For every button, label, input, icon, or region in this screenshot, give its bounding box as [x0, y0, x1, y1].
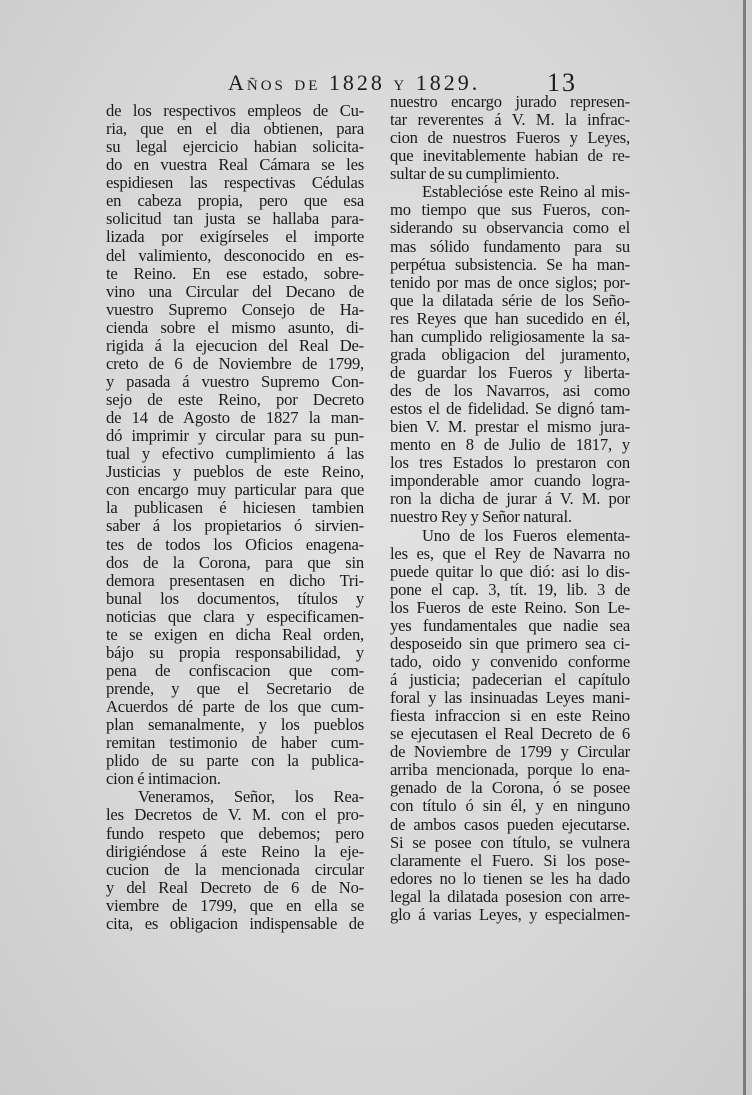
- text-line: sultar de su cumplimiento.: [390, 164, 560, 184]
- text-line: prende, y que el Secretario de: [106, 679, 364, 698]
- text-line: res Reyes que han sucedido en él,: [390, 308, 630, 328]
- text-line: tenido por mas de once siglos; por-: [390, 272, 630, 292]
- text-line: les es, que el Rey de Navarra no: [390, 543, 630, 563]
- page-edge-shadow: [743, 0, 746, 1095]
- text-line: glo á varias Leyes, y especialmen-: [390, 904, 630, 924]
- text-line: claramente el Fuero. Si los pose-: [390, 850, 630, 870]
- text-line: espidiesen las respectivas Cédulas: [106, 173, 364, 193]
- text-line: con encargo muy particular para que: [106, 480, 364, 500]
- text-line: cucion de la mencionada circular: [106, 859, 364, 879]
- text-line: nuestro encargo jurado represen-: [390, 92, 630, 111]
- text-line: cita, es obligacion indispensable de: [106, 913, 364, 933]
- text-line: tual y efectivo cumplimiento á las: [106, 444, 364, 464]
- text-line: te Reino. En ese estado, sobre-: [106, 263, 364, 283]
- text-line: Justicias y pueblos de este Reino,: [106, 462, 364, 482]
- text-line: que inevitablemente habian de re-: [390, 146, 630, 166]
- text-line: mento en 8 de Julio de 1817, y: [390, 435, 630, 455]
- text-line: saber á los propietarios ó sirvien-: [106, 516, 364, 536]
- text-line: y pasada á vuestro Supremo Con-: [106, 371, 364, 391]
- text-line: imponderable amor cuando logra-: [390, 471, 630, 491]
- text-line: cion de nuestros Fueros y Leyes,: [390, 128, 630, 148]
- text-line: legal la dilatada posesion con arre-: [390, 886, 630, 906]
- text-line: de 14 de Agosto de 1827 la man-: [106, 408, 364, 428]
- text-line: solicitud tan justa se hallaba para-: [106, 209, 364, 229]
- page-number: 13: [547, 68, 577, 97]
- text-line: edores no lo tienen se les ha dado: [390, 868, 630, 888]
- text-line: Veneramos, Señor, los Rea-: [138, 787, 364, 807]
- text-line: des de los Navarros, asi como: [390, 381, 630, 400]
- text-line: cienda sobre el mismo asunto, di-: [106, 317, 364, 337]
- text-line: de guardar los Fueros y liberta-: [390, 362, 630, 382]
- text-line: Establecióse este Reino al mis-: [422, 182, 630, 202]
- text-line: estos el de fidelidad. Se dignó tam-: [390, 399, 630, 419]
- text-line: tes de todos los Oficios enagena-: [106, 534, 364, 554]
- text-line: do en vuestra Real Cámara se les: [106, 155, 364, 175]
- text-line: bájo su propia responsabilidad, y: [106, 642, 364, 662]
- text-line: la publicasen é hiciesen tambien: [106, 498, 364, 518]
- text-line: tado, oido y convenido conforme: [390, 651, 630, 671]
- text-line: de Noviembre de 1799 y Circular: [390, 742, 630, 762]
- text-line: puede quitar lo que dió: asi lo dis-: [390, 561, 630, 581]
- text-line: y del Real Decreto de 6 de No-: [106, 877, 364, 897]
- text-line: han cumplido religiosamente la sa-: [390, 326, 630, 346]
- text-line: creto de 6 de Noviembre de 1799,: [106, 353, 364, 373]
- text-line: grada obligacion del juramento,: [390, 344, 630, 364]
- text-line: noticias que clara y especificamen-: [106, 606, 364, 626]
- text-line: fiesta infraccion si en este Reino: [390, 706, 630, 726]
- text-line: del valimiento, desconocido en es-: [106, 245, 364, 265]
- text-line: vino una Circular del Decano de: [106, 281, 364, 301]
- text-line: mo tiempo que sus Fueros, con-: [390, 200, 630, 220]
- text-line: mas sólido fundamento para su: [390, 236, 630, 256]
- text-line: con título ó sin él, y en ninguno: [390, 796, 630, 816]
- text-line: los Fueros de este Reino. Son Le-: [390, 597, 630, 617]
- text-line: desposeido sin que primero sea ci-: [390, 633, 630, 653]
- text-line: los tres Estados lo prestaron con: [390, 453, 630, 473]
- text-line: bien V. M. prestar el mismo jura-: [390, 417, 630, 437]
- text-line: de los respectivos empleos de Cu-: [106, 101, 364, 120]
- text-line: rigida á la ejecucion del Real De-: [106, 335, 364, 355]
- text-line: ron la dicha de jurar á V. M. por: [390, 489, 630, 509]
- text-line: viembre de 1799, que en ella se: [106, 895, 364, 915]
- text-line: bunal los documentos, títulos y: [106, 588, 364, 608]
- text-line: de ambos casos pueden ejecutarse.: [390, 814, 630, 834]
- text-line: foral y las insinuadas Leyes mani-: [390, 688, 630, 708]
- text-line: arriba mencionada, porque lo ena-: [390, 760, 630, 780]
- text-line: yes fundamentales que nadie sea: [390, 615, 630, 635]
- text-line: Si se posee con título, se vulnera: [390, 832, 630, 852]
- text-line: tar reverentes á V. M. la infrac-: [390, 110, 630, 130]
- text-line: plido de su parte con la publica-: [106, 751, 364, 771]
- text-line: les Decretos de V. M. con el pro-: [106, 805, 364, 825]
- text-line: plan semanalmente, y los pueblos: [106, 715, 364, 735]
- text-line: sejo de este Reino, por Decreto: [106, 390, 364, 409]
- text-line: á justicia; padecerian el capítulo: [390, 670, 630, 689]
- text-line: fundo respeto que debemos; pero: [106, 823, 364, 843]
- text-line: siderando su observancia como el: [390, 218, 630, 238]
- text-line: se ejecutasen el Real Decreto de 6: [390, 724, 630, 744]
- text-line: lizada por exigírseles el importe: [106, 227, 364, 247]
- text-line: nuestro Rey y Señor natural.: [390, 507, 572, 527]
- text-line: genado de la Corona, ó se posee: [390, 778, 630, 798]
- text-line: remitan testimonio de haber cum-: [106, 733, 364, 753]
- right-text-column: [390, 93, 630, 924]
- text-line: Acuerdos dé parte de los que cum-: [106, 697, 364, 717]
- left-text-column: [106, 102, 364, 933]
- text-line: vuestro Supremo Consejo de Ha-: [106, 299, 364, 319]
- running-header: Años de 1828 y 1829.: [228, 70, 481, 95]
- text-line: cion é intimacion.: [106, 769, 221, 789]
- text-line: dos de la Corona, para que sin: [106, 552, 364, 572]
- text-line: demora presentasen en dicho Tri-: [106, 570, 364, 590]
- text-line: perpétua subsistencia. Se ha man-: [390, 254, 630, 274]
- text-line: Uno de los Fueros elementa-: [422, 525, 630, 545]
- text-line: que la dilatada série de los Seño-: [390, 290, 630, 310]
- text-line: su legal ejercicio habian solicita-: [106, 137, 364, 157]
- text-line: en cabeza propia, pero que esa: [106, 191, 364, 211]
- text-line: dó imprimir y circular para su pun-: [106, 426, 364, 446]
- text-line: pone el cap. 3, tít. 19, lib. 3 de: [390, 579, 630, 599]
- text-line: ria, que en el dia obtienen, para: [106, 119, 364, 139]
- text-line: te se exigen en dicha Real orden,: [106, 624, 364, 644]
- text-line: dirigiéndose á este Reino la eje-: [106, 841, 364, 861]
- text-line: pena de confiscacion que com-: [106, 660, 364, 680]
